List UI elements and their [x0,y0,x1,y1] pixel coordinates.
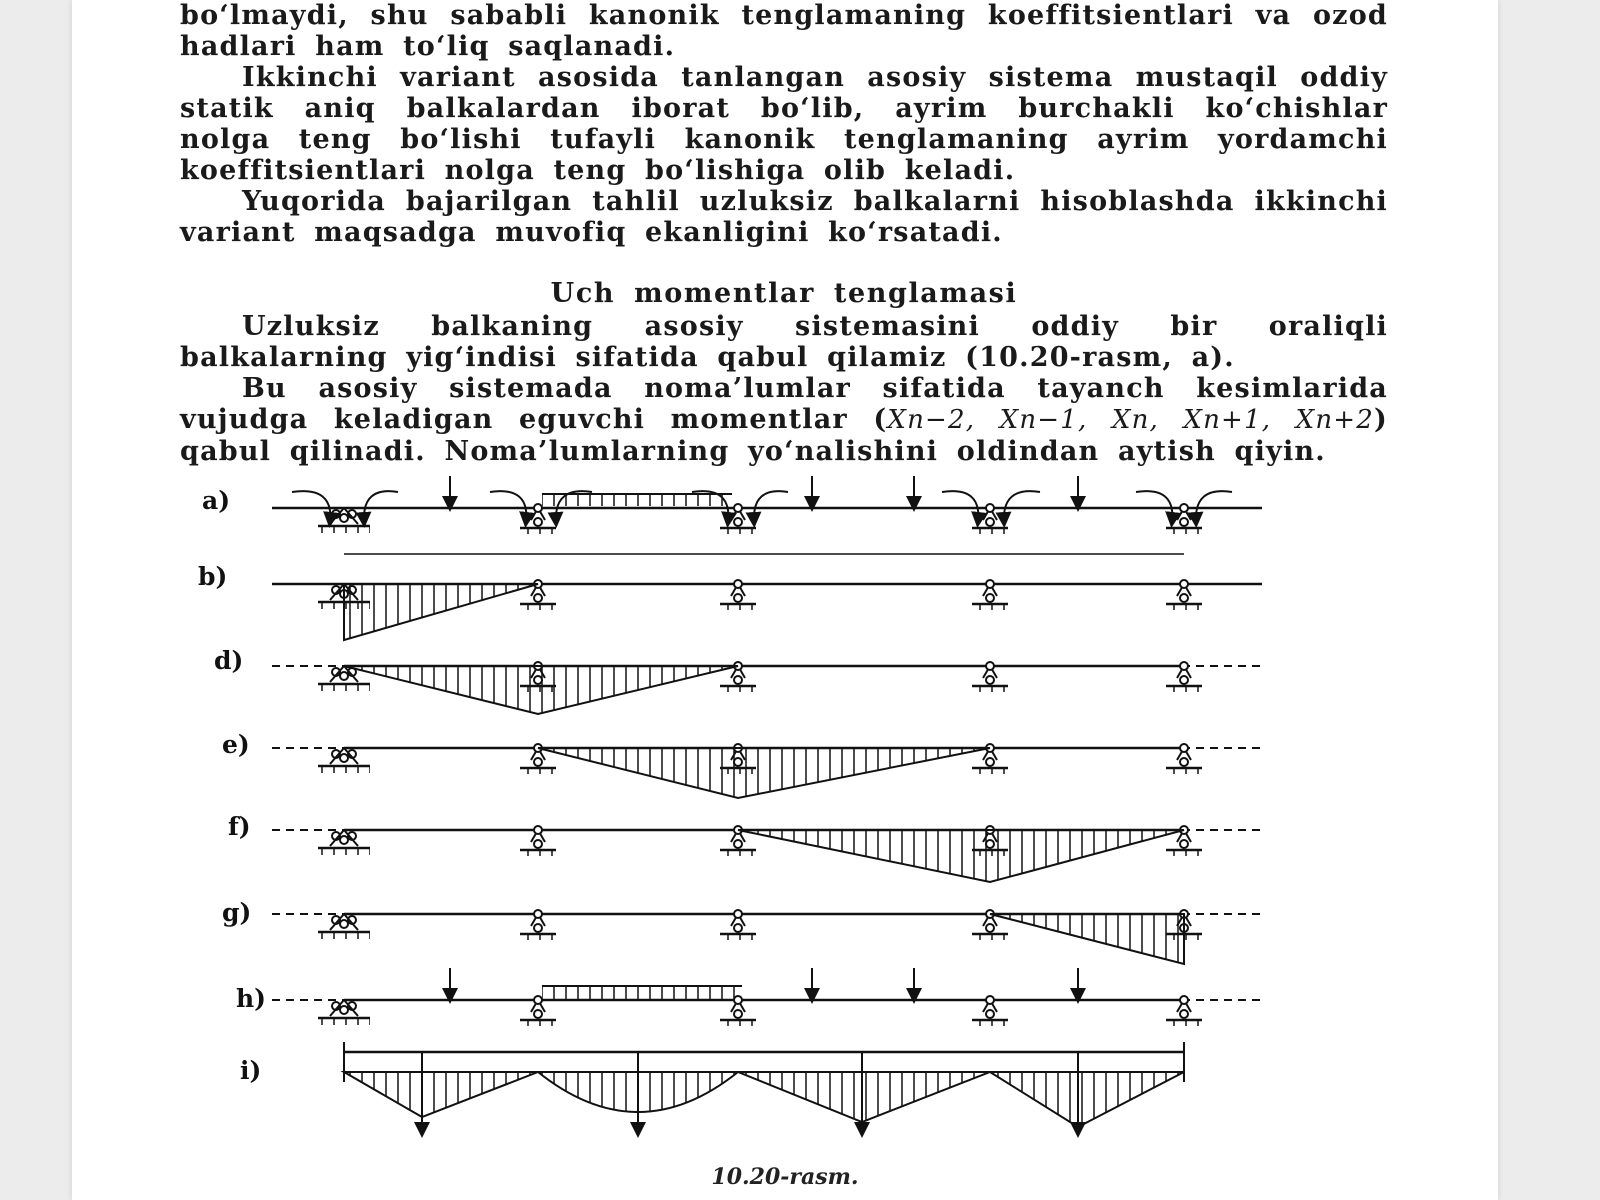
document-page [72,0,1498,1200]
paragraph-2: Ikkinchi variant asosida tanlangan asosiy sistema mustaqil oddiy statik aniq balkalardan iborat bo‘lib, ayrim burchakli ko‘chishlar nolga teng bo‘lishi tufayli kanonik tenglamaning ayrim yordamchi koeffitsientlari nolga teng bo‘lishiga olib keladi. [180,62,1388,186]
row-f-unit-diagram [272,826,1262,882]
figure-label-a: a) [202,486,231,515]
paragraph-4: Uzluksiz balkaning asosiy sistemasini oddiy bir oraliqli balkalarning yig‘indisi sifatida qabul qilamiz (10.20-rasm, a). [180,311,1388,373]
row-e-unit-diagram [272,744,1262,798]
figure-label-h: h) [236,984,267,1013]
row-d-unit-diagram [272,662,1262,714]
row-g-unit-diagram [272,910,1262,964]
figure-label-i: i) [240,1056,262,1085]
body-text [180,0,1388,467]
row-h-loaded-beam [272,968,1262,1026]
paragraph-5-end: ) qabul qilinadi. Noma’lumlarning yo‘nalishini oldindan aytish qiyin. [180,404,1388,467]
section-heading: Uch momentlar tenglamasi [550,278,1018,309]
paragraph-3: Yuqorida bajarilgan tahlil uzluksiz balkalarni hisoblashda ikkinchi variant maqsadga muvofiq ekanligini ko‘rsatadi. [180,186,1388,248]
row-a-primary-system [272,476,1262,554]
figure-label-d: d) [214,646,244,675]
beam-figure [72,472,1498,1162]
paragraph-5-start: Bu asosiy sistemada noma’lumlar sifatida tayanch kesimlarida vujudga keladigan eguvchi momentlar ( [180,373,1388,435]
figure-label-e: e) [222,730,250,759]
unknown-moments-formula: Xn−2, Xn−1, Xn, Xn+1, Xn+2 [887,405,1375,435]
paragraph-5 [180,373,1388,467]
paragraph-1: bo‘lmaydi, shu sababli kanonik tenglamaning koeffitsientlari va ozod hadlari ham to‘liq saqlanadi. [180,0,1388,62]
figure-caption: 10.20-rasm. [711,1164,859,1190]
row-i-load-moment-diagram [344,1042,1184,1132]
figure-label-f: f) [228,812,251,841]
row-b-unit-diagram [272,580,1262,640]
figure-label-b: b) [198,562,228,591]
figure-label-g: g) [222,898,252,927]
